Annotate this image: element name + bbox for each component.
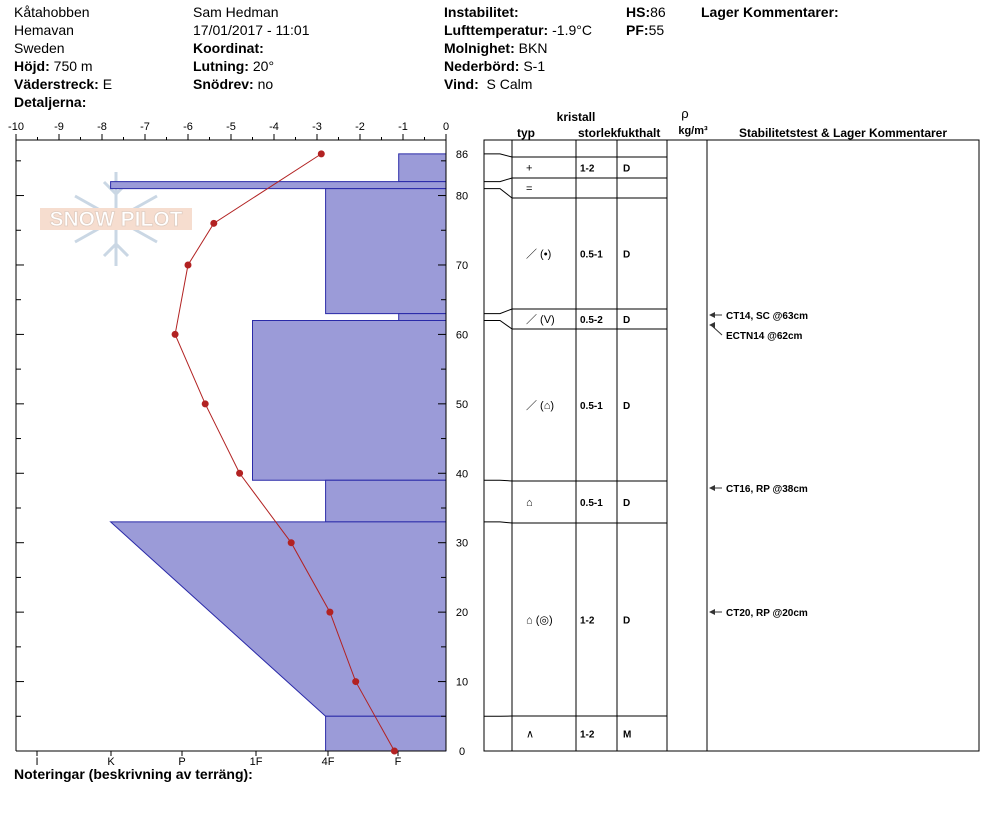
temperature-point (210, 220, 217, 227)
header-typ: typ (517, 126, 535, 140)
hardness-bar (326, 480, 446, 522)
sky-label: Molnighet: (444, 40, 515, 56)
hardness-bar (399, 154, 446, 182)
hs-value: 86 (650, 4, 666, 20)
hardness-profile (111, 154, 446, 751)
row-moisture: D (623, 615, 631, 627)
row-moisture: D (623, 163, 631, 175)
row-grain-size: 0.5-2 (580, 315, 603, 326)
observation-datetime: 17/01/2017 - 11:01 (193, 22, 310, 38)
depth-tick-label: 60 (455, 329, 469, 342)
temp-tick-label: 0 (442, 121, 450, 133)
temperature-point (318, 150, 325, 157)
temp-tick-label: -8 (97, 121, 107, 133)
test-arrow-head (709, 485, 715, 491)
temp-tick-label: -7 (140, 121, 150, 133)
header-density-unit: kg/m³ (678, 125, 708, 137)
temp-tick-label: -1 (398, 121, 408, 133)
depth-tick-label: 40 (455, 468, 469, 481)
stability-test-label: CT16, RP @38cm (726, 484, 808, 495)
row-grain-type: ／ (V) (526, 314, 555, 326)
wind-value: S Calm (486, 76, 533, 92)
hardness-tick-label: P (178, 756, 186, 768)
hardness-tick-label: F (394, 756, 402, 768)
observer-name: Sam Hedman (193, 4, 279, 20)
header-kristall: kristall (556, 110, 596, 124)
area-name: Hemavan (14, 22, 74, 38)
hardness-bar (253, 321, 447, 481)
row-grain-type: ／ (⌂) (526, 400, 555, 412)
row-connector (484, 522, 512, 523)
row-moisture: D (623, 498, 631, 509)
temperature-point (391, 748, 398, 755)
row-grain-type: ⌂ (526, 497, 533, 509)
header-storlek: storlek (578, 126, 618, 140)
hardness-bar (326, 716, 446, 751)
row-grain-size: 1-2 (580, 163, 595, 175)
hardness-bar (399, 314, 446, 321)
row-connector (484, 480, 512, 481)
temperature-point (236, 470, 243, 477)
temperature-point (172, 331, 179, 338)
test-arrow-head (709, 609, 715, 615)
instability-label: Instabilitet: (444, 4, 519, 20)
elevation-label: Höjd: (14, 58, 50, 74)
row-connector (484, 321, 512, 329)
row-grain-size: 0.5-1 (580, 249, 603, 261)
temperature-point (326, 609, 333, 616)
test-arrow-head (709, 322, 715, 328)
temperature-point (288, 539, 295, 546)
row-grain-size: 1-2 (580, 615, 595, 627)
temperature-point (185, 261, 192, 268)
elevation-value: 750 m (53, 58, 93, 74)
row-grain-size: 0.5-1 (580, 401, 603, 412)
location-name: Kåtahobben (14, 4, 90, 20)
temp-tick-label: -3 (312, 121, 322, 133)
details-label: Detaljerna: (14, 94, 87, 110)
temp-tick-label: -5 (226, 121, 236, 133)
hardness-bar (111, 182, 446, 189)
depth-tick-label: 20 (455, 607, 469, 620)
temperature-point (202, 400, 209, 407)
notes-label: Noteringar (beskrivning av terräng): (14, 766, 253, 782)
row-connector (484, 309, 512, 314)
airtemp-value: -1.9°C (552, 22, 592, 38)
temp-tick-label: -2 (355, 121, 365, 133)
row-grain-type: ⌂ (◎) (526, 614, 553, 627)
row-moisture: D (623, 315, 631, 326)
header-rho: ρ (681, 106, 689, 121)
pf-label: PF: (626, 22, 649, 38)
depth-tick-label: 0 (458, 746, 466, 758)
stability-test-label: CT14, SC @63cm (726, 311, 809, 322)
hardness-tick-label: K (107, 756, 115, 768)
slope-value: 20° (252, 58, 275, 74)
drift-value: no (257, 76, 274, 92)
hardness-tick-label: 1F (249, 756, 263, 768)
temperature-point (352, 678, 359, 685)
row-connector (484, 178, 512, 182)
test-arrow-head (709, 312, 715, 318)
hardness-bar (111, 522, 446, 716)
sky-value: BKN (518, 40, 548, 56)
table-frame (484, 140, 979, 751)
depth-tick-label: 10 (455, 676, 469, 689)
coordinate-label: Koordinat: (193, 40, 264, 56)
aspect-value: E (102, 76, 113, 92)
layer-comments-label: Lager Kommentarer: (701, 4, 839, 20)
pf-value: 55 (648, 22, 665, 38)
depth-tick-label: 30 (455, 537, 469, 550)
row-moisture: M (623, 729, 632, 741)
logo-text: SNOW PILOT (49, 208, 183, 231)
row-grain-size: 0.5-1 (580, 498, 603, 509)
row-grain-size: 1-2 (580, 729, 595, 741)
temp-tick-label: -10 (8, 121, 24, 133)
row-connector (484, 189, 512, 198)
aspect-label: Väderstreck: (14, 76, 99, 92)
row-grain-type: = (526, 183, 533, 195)
row-moisture: D (623, 401, 631, 412)
header-fukthalt: fukthalt (617, 126, 661, 140)
precip-label: Nederbörd: (444, 58, 520, 74)
row-grain-type: + (526, 162, 533, 175)
stability-test-label: ECTN14 @62cm (726, 331, 803, 342)
temp-tick-label: -6 (183, 121, 193, 133)
hs-label: HS: (626, 4, 651, 20)
header-comments: Stabilitetstest & Lager Kommentarer (738, 126, 948, 140)
hardness-tick-label: 4F (321, 756, 335, 768)
row-connector (484, 154, 512, 157)
depth-tick-label: 50 (455, 398, 469, 411)
slope-label: Lutning: (193, 58, 249, 74)
airtemp-label: Lufttemperatur: (444, 22, 549, 38)
row-moisture: D (623, 249, 631, 261)
row-grain-type: ／ (•) (526, 248, 552, 261)
wind-label: Vind: (444, 76, 479, 92)
hardness-tick-label: I (35, 756, 39, 768)
hardness-bar (326, 189, 446, 314)
drift-label: Snödrev: (193, 76, 254, 92)
country-name: Sweden (14, 40, 65, 56)
row-grain-type: ∧ (526, 728, 535, 741)
depth-tick-label: 80 (455, 190, 469, 203)
temp-tick-label: -9 (54, 121, 64, 133)
stability-test-label: CT20, RP @20cm (726, 608, 808, 619)
depth-tick-label: 70 (455, 259, 469, 272)
temp-tick-label: -4 (269, 121, 279, 133)
layer-table (484, 106, 979, 751)
precip-value: S-1 (523, 58, 546, 74)
depth-top-label: 86 (455, 148, 469, 161)
